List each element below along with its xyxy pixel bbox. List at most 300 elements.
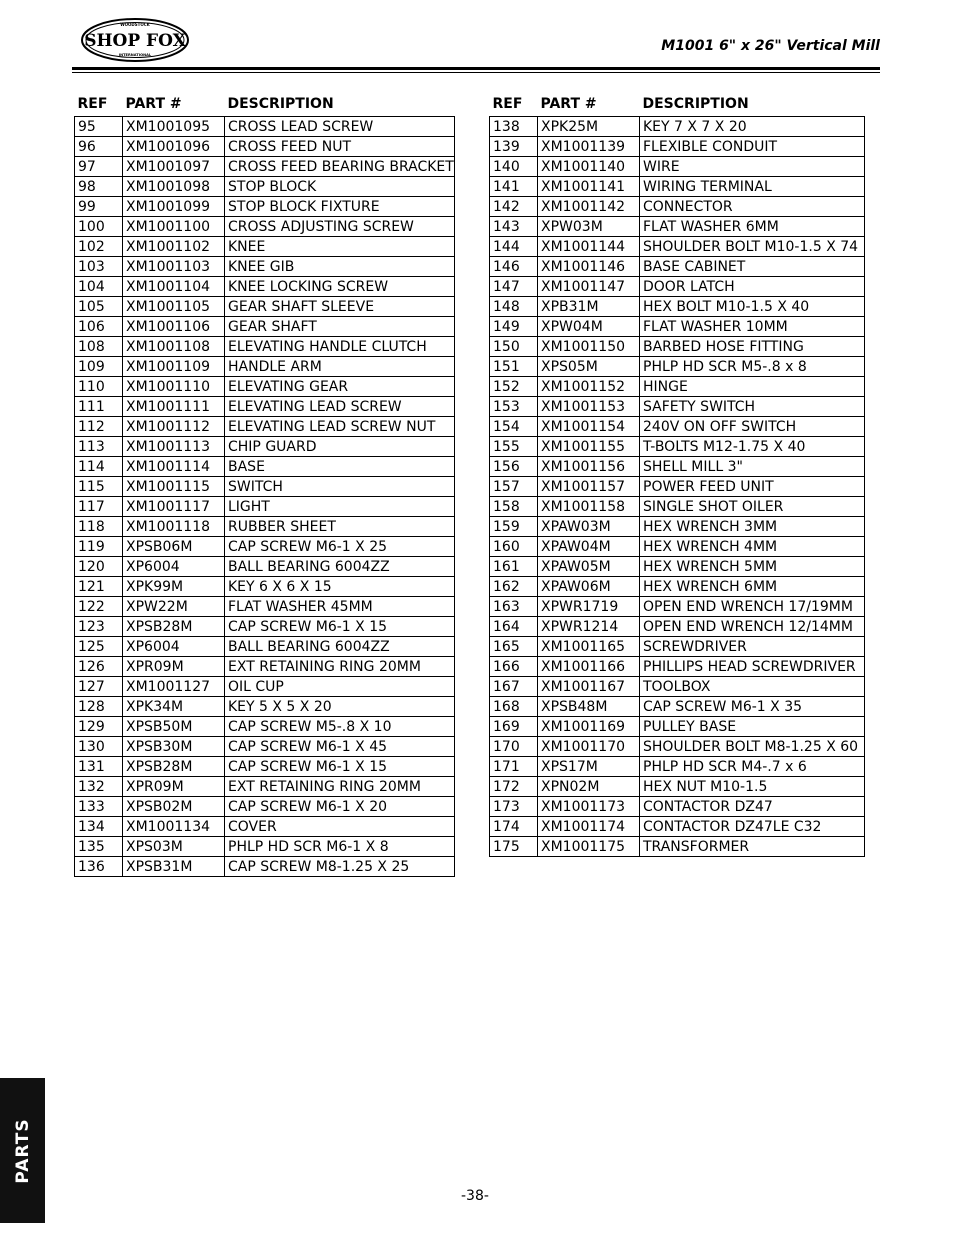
cell-part-number: XM1001139 [538,137,640,157]
cell-description: SWITCH [225,477,455,497]
cell-description: KEY 7 X 7 X 20 [640,117,865,137]
table-row [490,717,865,737]
cell-description: CAP SCREW M6-1 X 15 [225,617,455,637]
cell-part-number: XM1001108 [123,337,225,357]
parts-section-tab-label: PARTS [12,1117,33,1184]
cell-description: CONTACTOR DZ47LE C32 [640,817,865,837]
cell-description: 240V ON OFF SWITCH [640,417,865,437]
table-row [75,297,455,317]
cell-part-number: XM1001112 [123,417,225,437]
cell-part-number: XPSB02M [123,797,225,817]
cell-ref: 172 [490,777,538,797]
table-row [490,437,865,457]
cell-part-number: XM1001114 [123,457,225,477]
cell-ref: 166 [490,657,538,677]
cell-ref: 138 [490,117,538,137]
table-row [490,357,865,377]
cell-part-number: XM1001096 [123,137,225,157]
cell-ref: 141 [490,177,538,197]
cell-ref: 109 [75,357,123,377]
cell-description: PULLEY BASE [640,717,865,737]
table-row [75,557,455,577]
table-row [75,837,455,857]
table-row [490,337,865,357]
cell-ref: 125 [75,637,123,657]
cell-description: GEAR SHAFT [225,317,455,337]
cell-ref: 113 [75,437,123,457]
table-row [75,497,455,517]
column-header-description: DESCRIPTION [642,96,749,112]
cell-description: BALL BEARING 6004ZZ [225,637,455,657]
cell-description: HEX BOLT M10-1.5 X 40 [640,297,865,317]
cell-part-number: XM1001098 [123,177,225,197]
table-row [75,437,455,457]
table-row [490,117,865,137]
cell-description: HEX WRENCH 6MM [640,577,865,597]
cell-ref: 169 [490,717,538,737]
brand-arc-bottom: INTERNATIONAL [118,53,152,57]
cell-ref: 135 [75,837,123,857]
table-row [490,637,865,657]
table-row [75,157,455,177]
cell-part-number: XPR09M [123,657,225,677]
cell-part-number: XM1001104 [123,277,225,297]
cell-part-number: XM1001158 [538,497,640,517]
cell-ref: 162 [490,577,538,597]
cell-description: ELEVATING LEAD SCREW [225,397,455,417]
cell-part-number: XM1001141 [538,177,640,197]
cell-part-number: XPSB06M [123,537,225,557]
cell-ref: 114 [75,457,123,477]
cell-description: PHLP HD SCR M4-.7 x 6 [640,757,865,777]
cell-part-number: XM1001157 [538,477,640,497]
cell-part-number: XP6004 [123,637,225,657]
cell-description: KEY 5 X 5 X 20 [225,697,455,717]
table-row [75,757,455,777]
cell-description: BALL BEARING 6004ZZ [225,557,455,577]
table-header-row [75,92,455,117]
table-row [490,537,865,557]
column-header-description: DESCRIPTION [227,96,334,112]
header-rule-thin [72,72,880,73]
cell-description: EXT RETAINING RING 20MM [225,777,455,797]
cell-description: STOP BLOCK FIXTURE [225,197,455,217]
table-row [75,797,455,817]
table-row [75,317,455,337]
cell-part-number: XPW03M [538,217,640,237]
table-row [75,677,455,697]
cell-ref: 165 [490,637,538,657]
table-row [490,777,865,797]
cell-description: CHIP GUARD [225,437,455,457]
header-rule-thick [72,67,880,70]
cell-ref: 126 [75,657,123,677]
cell-description: T-BOLTS M12-1.75 X 40 [640,437,865,457]
cell-ref: 120 [75,557,123,577]
table-row [75,417,455,437]
cell-ref: 129 [75,717,123,737]
cell-part-number: XM1001140 [538,157,640,177]
cell-ref: 131 [75,757,123,777]
cell-ref: 158 [490,497,538,517]
cell-part-number: XM1001099 [123,197,225,217]
cell-ref: 146 [490,257,538,277]
table-row [75,337,455,357]
cell-description: OIL CUP [225,677,455,697]
cell-part-number: XPWR1214 [538,617,640,637]
table-row [490,797,865,817]
table-row [75,397,455,417]
table-row [490,377,865,397]
cell-ref: 151 [490,357,538,377]
cell-part-number: XM1001117 [123,497,225,517]
table-row [75,517,455,537]
shop-fox-logo [80,17,190,63]
table-row [75,737,455,757]
cell-description: HEX NUT M10-1.5 [640,777,865,797]
cell-description: CROSS FEED BEARING BRACKET [225,157,455,177]
cell-ref: 104 [75,277,123,297]
table-row [75,377,455,397]
table-row [75,857,455,877]
cell-description: SHOULDER BOLT M8-1.25 X 60 [640,737,865,757]
table-row [490,737,865,757]
table-row [75,357,455,377]
cell-ref: 160 [490,537,538,557]
cell-description: FLAT WASHER 10MM [640,317,865,337]
cell-part-number: XM1001118 [123,517,225,537]
cell-part-number: XPSB28M [123,757,225,777]
table-row [490,597,865,617]
cell-description: SINGLE SHOT OILER [640,497,865,517]
cell-description: PHLP HD SCR M5-.8 x 8 [640,357,865,377]
cell-ref: 96 [75,137,123,157]
cell-ref: 130 [75,737,123,757]
column-header-ref: REF [492,96,523,112]
cell-ref: 132 [75,777,123,797]
cell-ref: 127 [75,677,123,697]
cell-ref: 156 [490,457,538,477]
cell-part-number: XM1001152 [538,377,640,397]
cell-part-number: XM1001115 [123,477,225,497]
cell-part-number: XPS03M [123,837,225,857]
table-row [490,397,865,417]
table-row [490,237,865,257]
table-row [490,757,865,777]
cell-part-number: XM1001100 [123,217,225,237]
column-header-ref: REF [77,96,108,112]
cell-ref: 164 [490,617,538,637]
cell-ref: 105 [75,297,123,317]
cell-description: STOP BLOCK [225,177,455,197]
table-row [490,577,865,597]
cell-description: BASE [225,457,455,477]
cell-ref: 152 [490,377,538,397]
cell-ref: 144 [490,237,538,257]
cell-description: KEY 6 X 6 X 15 [225,577,455,597]
cell-part-number: XPN02M [538,777,640,797]
cell-ref: 168 [490,697,538,717]
cell-part-number: XPR09M [123,777,225,797]
cell-description: EXT RETAINING RING 20MM [225,657,455,677]
cell-part-number: XM1001147 [538,277,640,297]
parts-section-tab [0,1078,45,1223]
cell-description: CAP SCREW M6-1 X 35 [640,697,865,717]
cell-ref: 134 [75,817,123,837]
cell-description: HEX WRENCH 5MM [640,557,865,577]
cell-description: CONNECTOR [640,197,865,217]
cell-ref: 140 [490,157,538,177]
cell-description: GEAR SHAFT SLEEVE [225,297,455,317]
cell-part-number: XPW22M [123,597,225,617]
cell-ref: 118 [75,517,123,537]
cell-ref: 133 [75,797,123,817]
cell-part-number: XM1001154 [538,417,640,437]
table-row [75,597,455,617]
cell-part-number: XPAW05M [538,557,640,577]
table-row [75,217,455,237]
cell-ref: 143 [490,217,538,237]
cell-ref: 170 [490,737,538,757]
cell-ref: 122 [75,597,123,617]
cell-description: CAP SCREW M6-1 X 15 [225,757,455,777]
cell-ref: 108 [75,337,123,357]
cell-part-number: XM1001102 [123,237,225,257]
table-row [75,537,455,557]
cell-description: COVER [225,817,455,837]
cell-description: POWER FEED UNIT [640,477,865,497]
cell-ref: 106 [75,317,123,337]
cell-ref: 173 [490,797,538,817]
table-row [490,257,865,277]
cell-part-number: XM1001105 [123,297,225,317]
table-row [75,657,455,677]
cell-description: CROSS LEAD SCREW [225,117,455,137]
cell-part-number: XM1001103 [123,257,225,277]
cell-part-number: XM1001109 [123,357,225,377]
cell-description: OPEN END WRENCH 17/19MM [640,597,865,617]
cell-part-number: XPAW06M [538,577,640,597]
cell-part-number: XPB31M [538,297,640,317]
cell-part-number: XM1001174 [538,817,640,837]
table-row [75,637,455,657]
cell-part-number: XPK34M [123,697,225,717]
cell-ref: 157 [490,477,538,497]
table-row [490,417,865,437]
document-title: M1001 6" x 26" Vertical Mill [661,38,880,54]
cell-ref: 95 [75,117,123,137]
cell-description: FLAT WASHER 45MM [225,597,455,617]
cell-ref: 98 [75,177,123,197]
cell-part-number: XPSB30M [123,737,225,757]
cell-ref: 111 [75,397,123,417]
parts-table-left [74,92,455,877]
cell-part-number: XM1001150 [538,337,640,357]
cell-part-number: XM1001127 [123,677,225,697]
cell-description: KNEE [225,237,455,257]
cell-description: WIRE [640,157,865,177]
table-row [490,137,865,157]
cell-ref: 171 [490,757,538,777]
column-header-part: PART # [540,96,597,112]
cell-ref: 142 [490,197,538,217]
page-number: -38- [461,1188,489,1204]
table-row [75,817,455,837]
table-row [75,777,455,797]
cell-part-number: XM1001110 [123,377,225,397]
cell-description: TOOLBOX [640,677,865,697]
column-header-part: PART # [125,96,182,112]
cell-ref: 163 [490,597,538,617]
cell-description: ELEVATING LEAD SCREW NUT [225,417,455,437]
cell-ref: 99 [75,197,123,217]
table-row [490,197,865,217]
cell-description: PHILLIPS HEAD SCREWDRIVER [640,657,865,677]
cell-description: CAP SCREW M8-1.25 X 25 [225,857,455,877]
cell-part-number: XM1001173 [538,797,640,817]
table-row [490,157,865,177]
cell-part-number: XM1001144 [538,237,640,257]
cell-part-number: XM1001106 [123,317,225,337]
cell-ref: 155 [490,437,538,457]
cell-ref: 174 [490,817,538,837]
table-row [490,217,865,237]
cell-ref: 154 [490,417,538,437]
table-row [490,517,865,537]
cell-description: CROSS FEED NUT [225,137,455,157]
cell-part-number: XM1001153 [538,397,640,417]
table-row [490,677,865,697]
cell-ref: 119 [75,537,123,557]
cell-ref: 110 [75,377,123,397]
table-row [490,697,865,717]
table-row [75,117,455,137]
table-row [490,837,865,857]
cell-description: CAP SCREW M6-1 X 45 [225,737,455,757]
cell-description: CONTACTOR DZ47 [640,797,865,817]
cell-part-number: XM1001134 [123,817,225,837]
cell-description: SCREWDRIVER [640,637,865,657]
table-row [490,277,865,297]
cell-description: HINGE [640,377,865,397]
table-row [75,617,455,637]
cell-description: RUBBER SHEET [225,517,455,537]
cell-part-number: XPW04M [538,317,640,337]
brand-arc-top: WOODSTOCK [120,22,150,27]
cell-ref: 102 [75,237,123,257]
cell-description: OPEN END WRENCH 12/14MM [640,617,865,637]
cell-description: SHOULDER BOLT M10-1.5 X 74 [640,237,865,257]
cell-part-number: XPS05M [538,357,640,377]
cell-part-number: XPK99M [123,577,225,597]
table-row [490,497,865,517]
cell-ref: 159 [490,517,538,537]
table-row [490,457,865,477]
table-row [75,177,455,197]
cell-description: HANDLE ARM [225,357,455,377]
cell-description: CAP SCREW M6-1 X 20 [225,797,455,817]
table-row [75,257,455,277]
cell-part-number: XM1001111 [123,397,225,417]
cell-part-number: XM1001165 [538,637,640,657]
cell-description: PHLP HD SCR M6-1 X 8 [225,837,455,857]
cell-part-number: XPSB31M [123,857,225,877]
cell-description: KNEE GIB [225,257,455,277]
cell-description: FLAT WASHER 6MM [640,217,865,237]
cell-part-number: XM1001156 [538,457,640,477]
cell-part-number: XPAW04M [538,537,640,557]
table-row [490,617,865,637]
cell-part-number: XM1001175 [538,837,640,857]
table-row [75,197,455,217]
cell-ref: 112 [75,417,123,437]
cell-description: CAP SCREW M5-.8 X 10 [225,717,455,737]
table-row [490,557,865,577]
cell-part-number: XPSB50M [123,717,225,737]
cell-description: HEX WRENCH 4MM [640,537,865,557]
cell-description: KNEE LOCKING SCREW [225,277,455,297]
cell-ref: 136 [75,857,123,877]
cell-ref: 150 [490,337,538,357]
cell-part-number: XM1001142 [538,197,640,217]
cell-description: CROSS ADJUSTING SCREW [225,217,455,237]
cell-description: BASE CABINET [640,257,865,277]
parts-table-right [489,92,865,857]
table-row [490,657,865,677]
table-row [75,137,455,157]
cell-part-number: XM1001155 [538,437,640,457]
cell-ref: 161 [490,557,538,577]
cell-part-number: XPAW03M [538,517,640,537]
cell-description: SAFETY SWITCH [640,397,865,417]
cell-ref: 117 [75,497,123,517]
table-row [75,717,455,737]
cell-ref: 175 [490,837,538,857]
cell-part-number: XPSB48M [538,697,640,717]
cell-description: ELEVATING HANDLE CLUTCH [225,337,455,357]
cell-description: ELEVATING GEAR [225,377,455,397]
cell-part-number: XPWR1719 [538,597,640,617]
cell-ref: 123 [75,617,123,637]
cell-ref: 128 [75,697,123,717]
table-row [75,477,455,497]
cell-ref: 115 [75,477,123,497]
cell-part-number: XM1001113 [123,437,225,457]
table-row [490,297,865,317]
table-row [490,817,865,837]
table-row [75,457,455,477]
cell-ref: 103 [75,257,123,277]
cell-ref: 100 [75,217,123,237]
cell-description: CAP SCREW M6-1 X 25 [225,537,455,557]
table-row [490,477,865,497]
cell-description: TRANSFORMER [640,837,865,857]
table-row [75,237,455,257]
cell-description: LIGHT [225,497,455,517]
cell-description: SHELL MILL 3" [640,457,865,477]
cell-part-number: XM1001097 [123,157,225,177]
cell-part-number: XM1001167 [538,677,640,697]
table-header-row [490,92,865,117]
cell-part-number: XM1001095 [123,117,225,137]
cell-ref: 153 [490,397,538,417]
table-row [75,277,455,297]
cell-ref: 148 [490,297,538,317]
cell-part-number: XM1001146 [538,257,640,277]
table-row [75,577,455,597]
cell-ref: 97 [75,157,123,177]
cell-part-number: XM1001169 [538,717,640,737]
